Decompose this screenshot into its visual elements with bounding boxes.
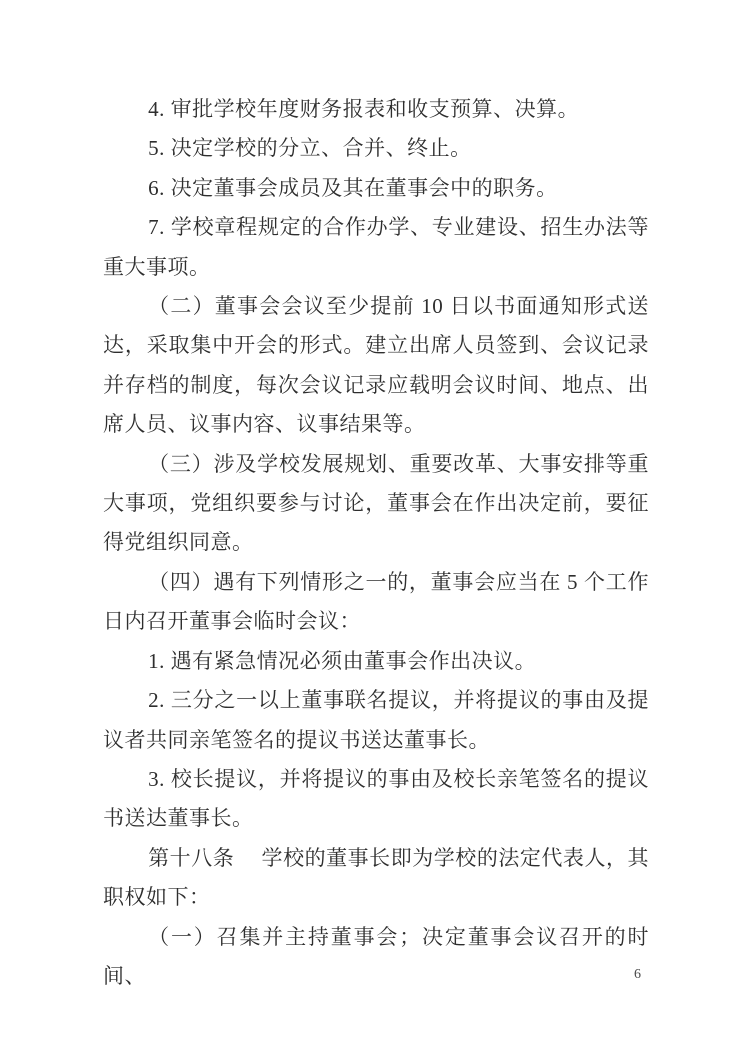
paragraph-item-6: 6. 决定董事会成员及其在董事会中的职务。 bbox=[148, 175, 558, 200]
paragraph-item-5: 5. 决定学校的分立、合并、终止。 bbox=[148, 136, 472, 161]
paragraph-item-7: 7. 学校章程规定的合作办学、专业建设、招生办法等重大事项。 bbox=[103, 215, 649, 279]
paragraph-clause-4: （四）遇有下列情形之一的，董事会应当在 5 个工作日内召开董事会临时会议： bbox=[103, 569, 649, 634]
paragraph-article-18: 第十八条 学校的董事长即为学校的法定代表人，其职权如下： bbox=[103, 845, 649, 910]
paragraph-subitem-1: 1. 遇有紧急情况必须由董事会作出决议。 bbox=[148, 648, 537, 673]
paragraph-clause-3: （三）涉及学校发展规划、重要改革、大事安排等重大事项，党组织要参与讨论，董事会在作出决定前，要征得党组织同意。 bbox=[103, 451, 649, 555]
paragraph-subitem-3: 3. 校长提议，并将提议的事由及校长亲笔签名的提议书送达董事长。 bbox=[103, 766, 649, 831]
paragraph-clause-1: （一）召集并主持董事会；决定董事会议召开的时间、 bbox=[103, 924, 649, 988]
paragraph-clause-2: （二）董事会会议至少提前 10 日以书面通知形式送达，采取集中开会的形式。建立出席人员签到、会议记录并存档的制度，每次会议记录应载明会议时间、地点、出席人员、议事内容、议事结果等。 bbox=[103, 294, 649, 437]
paragraph-item-4: 4. 审批学校年度财务报表和收支预算、决算。 bbox=[148, 97, 580, 121]
paragraph-subitem-2: 2. 三分之一以上董事联名提议，并将提议的事由及提议者共同亲笔签名的提议书送达董事长。 bbox=[103, 688, 649, 752]
document-body-text bbox=[103, 90, 649, 996]
page-number: 6 bbox=[634, 967, 641, 982]
